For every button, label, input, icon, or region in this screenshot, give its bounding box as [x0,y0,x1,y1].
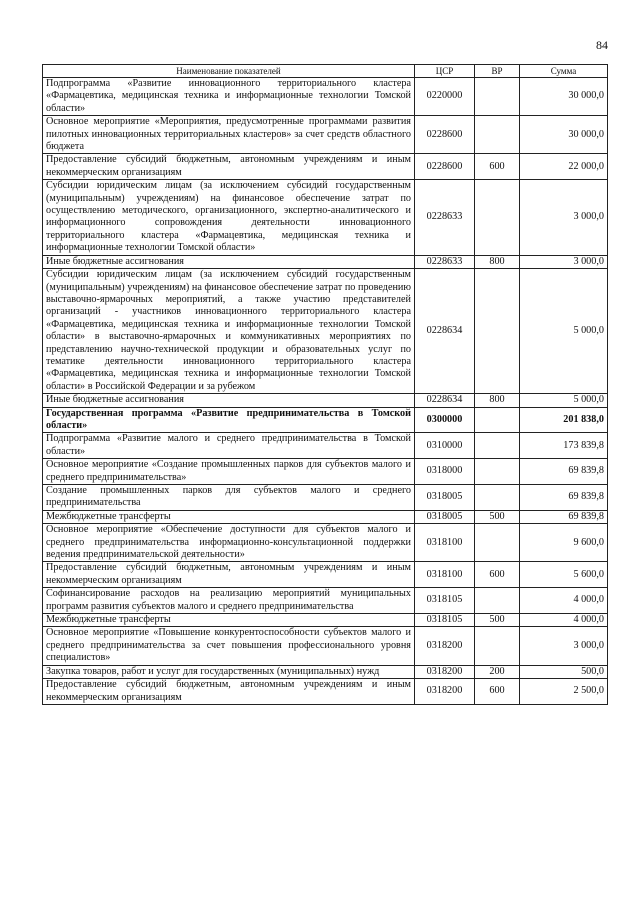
table-row [43,154,608,180]
cell-name: Закупка товаров, работ и услуг для государственных (муниципальных) нужд [43,665,415,678]
table-row [43,524,608,562]
cell-csr: 0318105 [415,588,475,614]
cell-sum: 5 000,0 [520,269,608,394]
table-row [43,116,608,154]
header-sum: Сумма [520,65,608,78]
cell-name: Государственная программа «Развитие предпринимательства в Томской области» [43,407,415,433]
cell-sum: 173 839,8 [520,433,608,459]
cell-csr: 0220000 [415,78,475,116]
cell-name: Межбюджетные трансферты [43,510,415,523]
cell-sum: 69 839,8 [520,510,608,523]
cell-csr: 0228633 [415,255,475,268]
cell-name: Подпрограмма «Развитие малого и среднего предпринимательства в Томской области» [43,433,415,459]
cell-name: Основное мероприятие «Мероприятия, предусмотренные программами развития пилотных инновационных территориальных кластеров» за счет средств областного бюджета [43,116,415,154]
cell-vr [475,269,520,394]
table-header-row [43,65,608,78]
cell-vr [475,407,520,433]
table-body [43,78,608,705]
cell-csr: 0228600 [415,154,475,180]
cell-name: Межбюджетные трансферты [43,614,415,627]
cell-vr [475,433,520,459]
cell-vr [475,485,520,511]
cell-csr: 0228634 [415,394,475,407]
cell-vr: 800 [475,394,520,407]
cell-sum: 30 000,0 [520,116,608,154]
table-row [43,180,608,255]
cell-csr: 0228600 [415,116,475,154]
cell-vr: 600 [475,154,520,180]
cell-name: Создание промышленных парков для субъектов малого и среднего предпринимательства [43,485,415,511]
cell-sum: 30 000,0 [520,78,608,116]
table-row [43,627,608,665]
cell-sum: 4 000,0 [520,588,608,614]
cell-name: Основное мероприятие «Обеспечение доступности для субъектов малого и среднего предпринимательства информационно-консультационной поддержки ведения предпринимательской деятельности» [43,524,415,562]
budget-table [42,64,608,705]
cell-name: Предоставление субсидий бюджетным, автономным учреждениям и иным некоммерческим организациям [43,679,415,705]
table-row [43,255,608,268]
table-row [43,614,608,627]
cell-sum: 9 600,0 [520,524,608,562]
cell-name: Основное мероприятие «Создание промышленных парков для субъектов малого и среднего предпринимательства» [43,459,415,485]
cell-name: Предоставление субсидий бюджетным, автономным учреждениям и иным некоммерческим организациям [43,562,415,588]
cell-csr: 0318100 [415,524,475,562]
header-csr: ЦСР [415,65,475,78]
cell-vr: 500 [475,614,520,627]
table-row [43,394,608,407]
cell-sum: 3 000,0 [520,255,608,268]
table-row [43,269,608,394]
cell-sum: 4 000,0 [520,614,608,627]
cell-name: Субсидии юридическим лицам (за исключением субсидий государственным (муниципальным) учреждениям) на финансовое обеспечение затрат по осуществлению методического, организационного, экспертно-аналитического и информационного сопровождения деятельности инновационного территориального кластера «Фармацевтика, медицинская техника и информационные технологии Томской области» [43,180,415,255]
cell-vr [475,116,520,154]
table-row [43,562,608,588]
cell-sum: 3 000,0 [520,627,608,665]
cell-name: Предоставление субсидий бюджетным, автономным учреждениям и иным некоммерческим организациям [43,154,415,180]
cell-csr: 0318100 [415,562,475,588]
table-row [43,459,608,485]
cell-vr [475,180,520,255]
cell-vr: 600 [475,562,520,588]
table-row [43,78,608,116]
cell-sum: 500,0 [520,665,608,678]
cell-vr [475,459,520,485]
table-row [43,679,608,705]
page-number: 84 [596,38,608,52]
cell-csr: 0318105 [415,614,475,627]
cell-vr: 200 [475,665,520,678]
cell-vr [475,524,520,562]
cell-csr: 0318000 [415,459,475,485]
cell-vr: 500 [475,510,520,523]
table-row [43,485,608,511]
cell-name: Подпрограмма «Развитие инновационного территориального кластера «Фармацевтика, медицинская техника и информационные технологии Томской области» [43,78,415,116]
cell-csr: 0300000 [415,407,475,433]
table-row [43,510,608,523]
cell-sum: 5 000,0 [520,394,608,407]
cell-vr: 800 [475,255,520,268]
table-row [43,588,608,614]
cell-vr [475,588,520,614]
cell-name: Софинансирование расходов на реализацию мероприятий муниципальных программ развития субъектов малого и среднего предпринимательства [43,588,415,614]
cell-sum: 69 839,8 [520,459,608,485]
cell-name: Иные бюджетные ассигнования [43,394,415,407]
cell-sum: 3 000,0 [520,180,608,255]
cell-sum: 22 000,0 [520,154,608,180]
cell-csr: 0228634 [415,269,475,394]
cell-name: Субсидии юридическим лицам (за исключением субсидий государственным (муниципальным) учреждениям) на финансовое обеспечение затрат по проведению выставочно-ярмарочных мероприятий, а также участию представителей организаций - участников инновационного территориального кластера «Фармацевтика, медицинская техника и информационные технологии Томской области» в выставочно-ярмарочных и коммуникативных мероприятиях по представлению научно-технической продукции и образовательных услуг по тематике деятельности инновационного территориального кластера «Фармацевтика, медицинская техника и информационные технологии Томской области» в Российской Федерации и за рубежом [43,269,415,394]
cell-vr [475,627,520,665]
cell-sum: 69 839,8 [520,485,608,511]
cell-csr: 0228633 [415,180,475,255]
cell-name: Основное мероприятие «Повышение конкурентоспособности субъектов малого и среднего предпринимательства за счет повышения профессионального уровня специалистов» [43,627,415,665]
cell-name: Иные бюджетные ассигнования [43,255,415,268]
table-row [43,433,608,459]
header-name: Наименование показателей [43,65,415,78]
cell-sum: 2 500,0 [520,679,608,705]
cell-csr: 0318200 [415,665,475,678]
cell-csr: 0310000 [415,433,475,459]
cell-vr: 600 [475,679,520,705]
cell-csr: 0318005 [415,485,475,511]
cell-sum: 5 600,0 [520,562,608,588]
cell-csr: 0318200 [415,627,475,665]
cell-vr [475,78,520,116]
cell-csr: 0318005 [415,510,475,523]
header-vr: ВР [475,65,520,78]
table-row [43,407,608,433]
table-row [43,665,608,678]
cell-sum: 201 838,0 [520,407,608,433]
cell-csr: 0318200 [415,679,475,705]
